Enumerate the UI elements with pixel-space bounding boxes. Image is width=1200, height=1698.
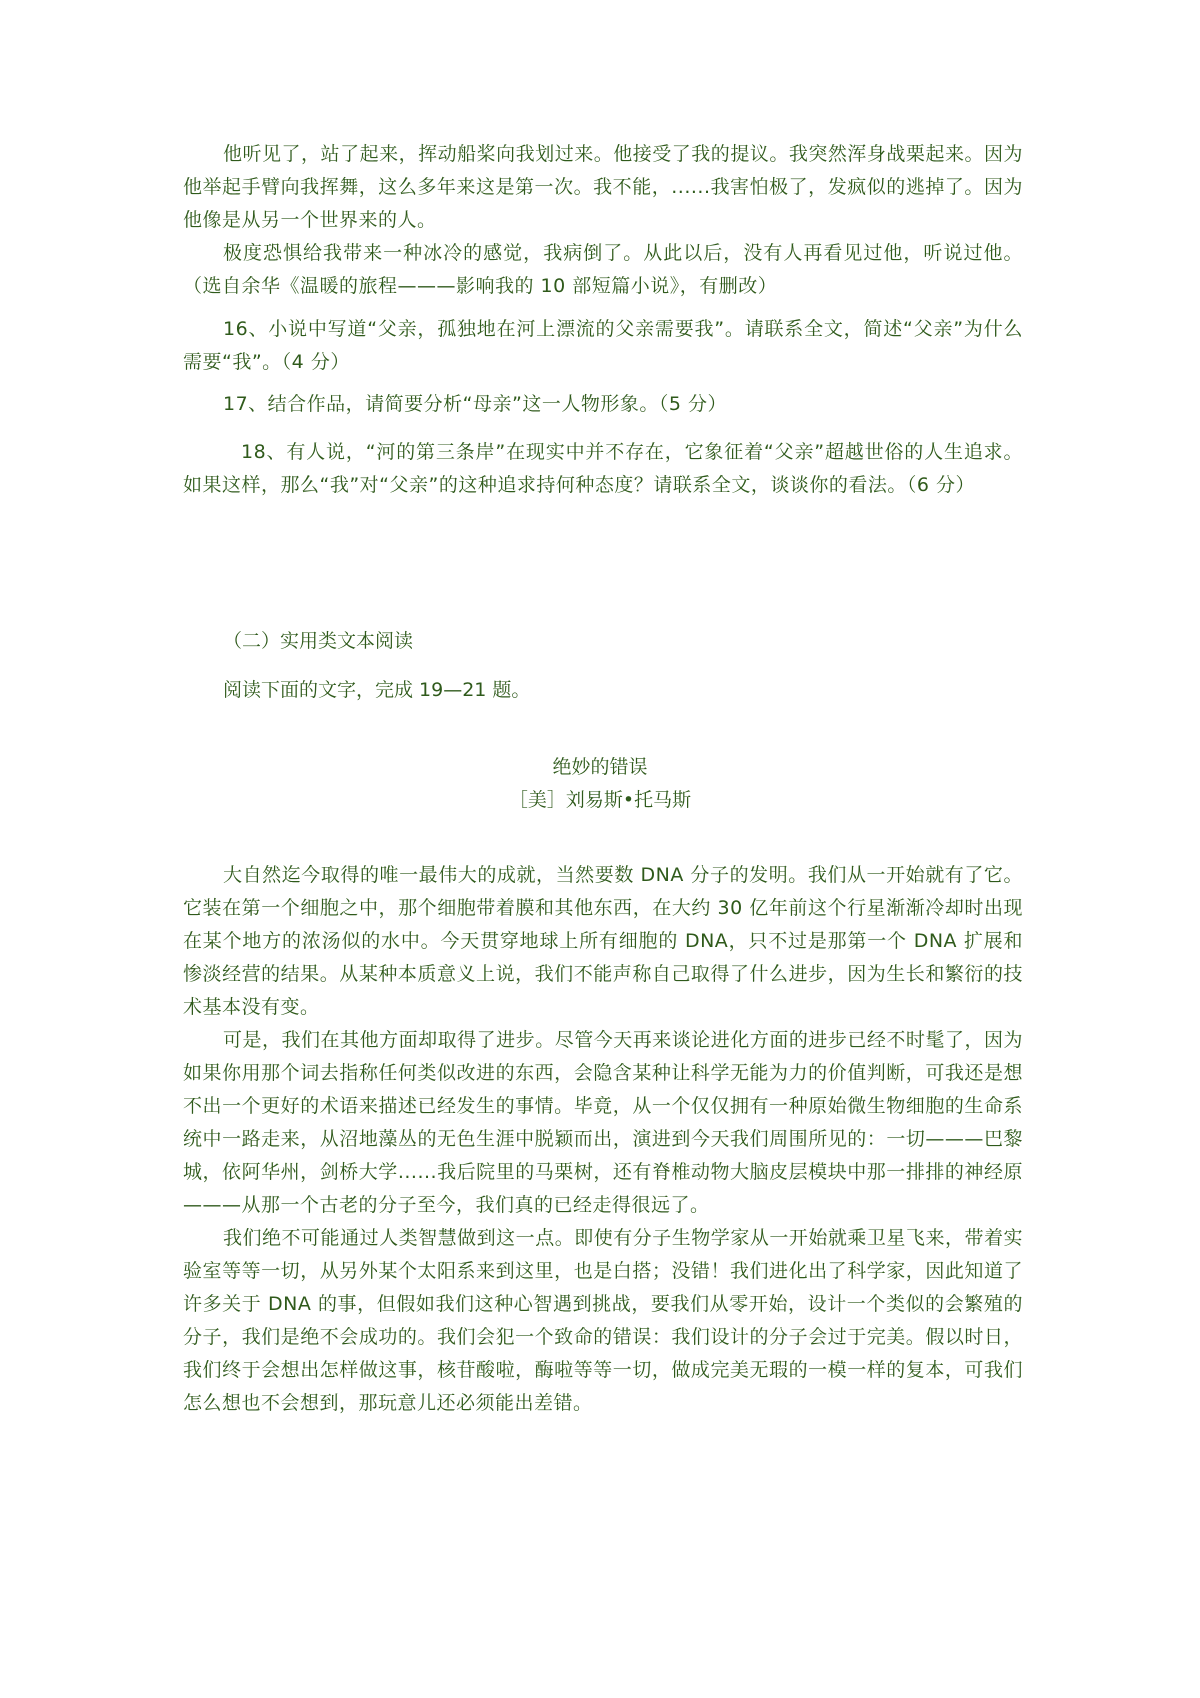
- question-16: 16、小说中写道“父亲，孤独地在河上漂流的父亲需要我”。请联系全文，简述“父亲”为什么需要“我”。（4 分）: [183, 318, 1023, 373]
- article-title: 绝妙的错误: [552, 756, 648, 778]
- section-instruction: 阅读下面的文字，完成 19—21 题。: [223, 679, 531, 701]
- section-heading: （二）实用类文本阅读: [223, 630, 414, 652]
- article-author: ［美］刘易斯•托马斯: [508, 789, 692, 811]
- article-paragraph-2: 可是，我们在其他方面却取得了进步。尽管今天再来谈论进化方面的进步已经不时髦了，因为如果你用那个词去指称任何类似改进的东西，会隐含某种让科学无能为力的价值判断，可我还是想不出一个更好的术语来描述已经发生的事情。毕竟，从一个仅仅拥有一种原始微生物细胞的生命系统中一路走来，从沼地藻丛的无色生涯中脱颖而出，演进到今天我们周围所见的：一切———巴黎城，依阿华州，剑桥大学......我后院里的马栗树，还有脊椎动物大脑皮层模块中那一排排的神经原———从那一个古老的分子至今，我们真的已经走得很远了。: [183, 1029, 1023, 1216]
- article-paragraph-1: 大自然迄今取得的唯一最伟大的成就，当然要数 DNA 分子的发明。我们从一开始就有了它。它装在第一个细胞之中，那个细胞带着膜和其他东西，在大约 30 亿年前这个行星渐渐冷却时出现在某个地方的浓汤似的水中。今天贯穿地球上所有细胞的 DNA，只不过是那第一个 DNA 扩展和惨淡经营的结果。从某种本质意义上说，我们不能声称自己取得了什么进步，因为生长和繁衍的技术基本没有变。: [183, 864, 1023, 1018]
- article-paragraph-3: 我们绝不可能通过人类智慧做到这一点。即使有分子生物学家从一开始就乘卫星飞来，带着实验室等等一切，从另外某个太阳系来到这里，也是白搭；没错！我们进化出了科学家，因此知道了许多关于 DNA 的事，但假如我们这种心智遇到挑战，要我们从零开始，设计一个类似的会繁殖的分子，我们是绝不会成功的。我们会犯一个致命的错误：我们设计的分子会过于完美。假以时日，我们终于会想出怎样做这事，核苷酸啦，酶啦等等一切，做成完美无瑕的一模一样的复本，可我们怎么想也不会想到，那玩意儿还必须能出差错。: [183, 1227, 1023, 1414]
- story-paragraph-1: 他听见了，站了起来，挥动船桨向我划过来。他接受了我的提议。我突然浑身战栗起来。因为他举起手臂向我挥舞，这么多年来这是第一次。我不能，......我害怕极了，发疯似的逃掉了。因为他像是从另一个世界来的人。: [183, 143, 1023, 231]
- story-paragraph-2: 极度恐惧给我带来一种冰冷的感觉，我病倒了。从此以后，没有人再看见过他，听说过他。（选自余华《温暖的旅程———影响我的 10 部短篇小说》，有删改）: [183, 242, 1023, 297]
- question-18: 18、有人说，“河的第三条岸”在现实中并不存在，它象征着“父亲”超越世俗的人生追求。如果这样，那么“我”对“父亲”的这种追求持何种态度？请联系全文，谈谈你的看法。（6 分）: [183, 441, 1023, 496]
- question-17: 17、结合作品，请简要分析“母亲”这一人物形象。（5 分）: [223, 393, 727, 415]
